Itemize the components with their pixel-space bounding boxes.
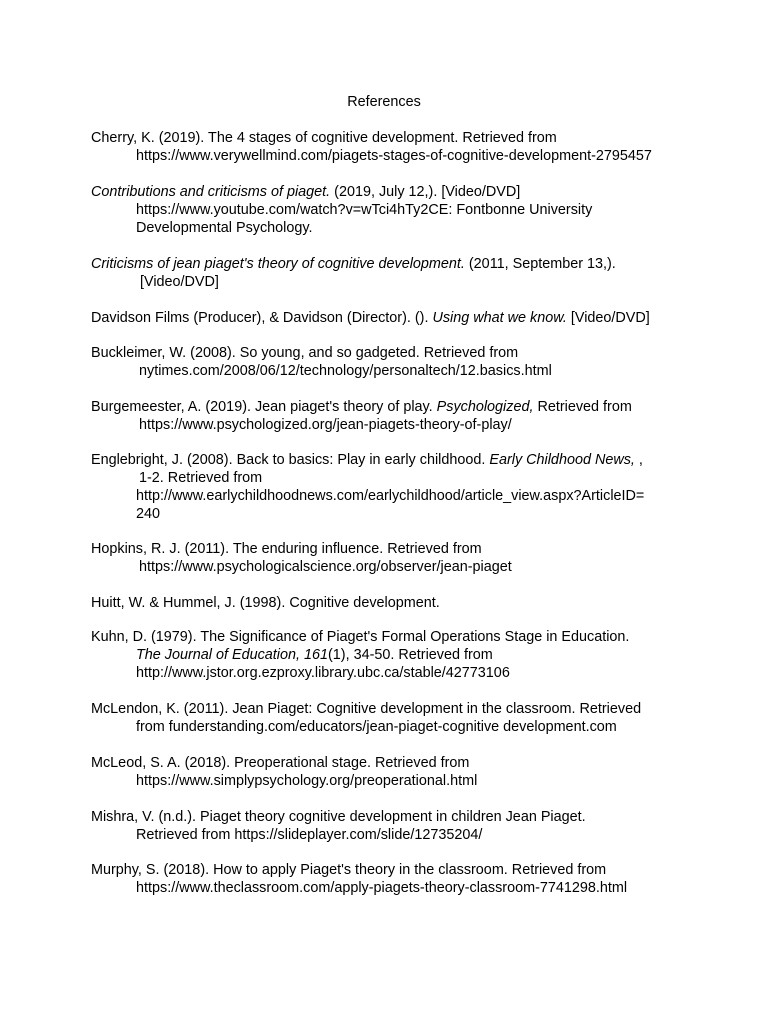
reference-line: Hopkins, R. J. (2011). The enduring influence. Retrieved from [91, 541, 482, 557]
reference-entry-englebright [91, 451, 691, 523]
reference-text: Retrieved from [533, 399, 632, 415]
reference-line: Kuhn, D. (1979). The Significance of Piaget's Formal Operations Stage in Education. [91, 629, 630, 645]
reference-title-italic: Using what we know. [432, 310, 567, 326]
reference-title-italic: The Journal of Education, 161 [136, 647, 329, 663]
reference-entry-mclendon [91, 700, 691, 736]
reference-line: Developmental Psychology. [136, 220, 313, 236]
reference-text: (2019, July 12,). [Video/DVD] [330, 184, 521, 200]
reference-text: (2011, September 13,). [464, 256, 616, 272]
reference-line [91, 183, 691, 201]
reference-entry-huitt [91, 594, 691, 612]
reference-url: nytimes.com/2008/06/12/technology/personaltech/12.basics.html [139, 363, 552, 379]
reference-entry-buckleimer [91, 344, 691, 380]
reference-line: Huitt, W. & Hummel, J. (1998). Cognitive development. [91, 595, 440, 611]
reference-line: McLeod, S. A. (2018). Preoperational stage. Retrieved from [91, 755, 470, 771]
reference-entry-cherry [91, 129, 691, 165]
reference-url: https://www.psychologicalscience.org/observer/jean-piaget [139, 559, 512, 575]
reference-entry-burgemeester [91, 398, 691, 434]
page-title: References [347, 94, 421, 110]
reference-entry-murphy [91, 861, 691, 897]
reference-entry-kuhn [91, 628, 691, 682]
reference-line: Cherry, K. (2019). The 4 stages of cognitive development. Retrieved from [91, 130, 557, 146]
reference-line: 240 [136, 506, 161, 522]
reference-line: Mishra, V. (n.d.). Piaget theory cognitive development in children Jean Piaget. [91, 809, 586, 825]
reference-line: Retrieved from https://slideplayer.com/slide/12735204/ [136, 827, 483, 843]
reference-text: , [634, 452, 643, 468]
reference-text: Englebright, J. (2008). Back to basics: Play in early childhood. [91, 452, 490, 468]
reference-entry-hopkins [91, 540, 691, 576]
reference-title-italic: Psychologized, [436, 399, 534, 415]
reference-line: from funderstanding.com/educators/jean-piaget-cognitive development.com [136, 719, 617, 735]
reference-line [91, 646, 691, 664]
reference-line: [Video/DVD] [140, 274, 219, 290]
reference-url: https://www.psychologized.org/jean-piagets-theory-of-play/ [139, 417, 512, 433]
reference-entry-mcleod [91, 754, 691, 790]
reference-line: Murphy, S. (2018). How to apply Piaget's theory in the classroom. Retrieved from [91, 862, 607, 878]
reference-text: Burgemeester, A. (2019). Jean piaget's theory of play. [91, 399, 437, 415]
reference-line [91, 451, 691, 469]
reference-entry-contributions [91, 183, 691, 237]
reference-text: [Video/DVD] [566, 310, 650, 326]
reference-url: https://www.simplypsychology.org/preoperational.html [136, 773, 478, 789]
reference-title-italic: Early Childhood News, [489, 452, 635, 468]
reference-entry-criticisms [91, 255, 691, 291]
reference-title-italic: Criticisms of jean piaget's theory of cognitive development. [91, 256, 465, 272]
reference-url: http://www.jstor.org.ezproxy.library.ubc.ca/stable/42773106 [136, 665, 510, 681]
reference-url: http://www.earlychildhoodnews.com/earlychildhood/article_view.aspx?ArticleID= [136, 488, 645, 504]
reference-url: https://www.verywellmind.com/piagets-stages-of-cognitive-development-2795457 [136, 148, 652, 164]
reference-text: (1), 34-50. Retrieved from [328, 647, 493, 663]
reference-url: https://www.youtube.com/watch?v=wTci4hTy2CE: Fontbonne University [136, 202, 593, 218]
reference-text: Davidson Films (Producer), & Davidson (Director). (). [91, 310, 433, 326]
reference-title-italic: Contributions and criticisms of piaget. [91, 184, 331, 200]
reference-line [91, 255, 691, 273]
reference-url: https://www.theclassroom.com/apply-piagets-theory-classroom-7741298.html [136, 880, 628, 896]
reference-entry-mishra [91, 808, 691, 844]
reference-entry-davidson [91, 309, 691, 327]
reference-line [91, 309, 691, 327]
reference-line: 1-2. Retrieved from [139, 470, 263, 486]
reference-line: McLendon, K. (2011). Jean Piaget: Cognitive development in the classroom. Retrieved [91, 701, 642, 717]
reference-line [91, 398, 691, 416]
reference-line: Buckleimer, W. (2008). So young, and so gadgeted. Retrieved from [91, 345, 519, 361]
